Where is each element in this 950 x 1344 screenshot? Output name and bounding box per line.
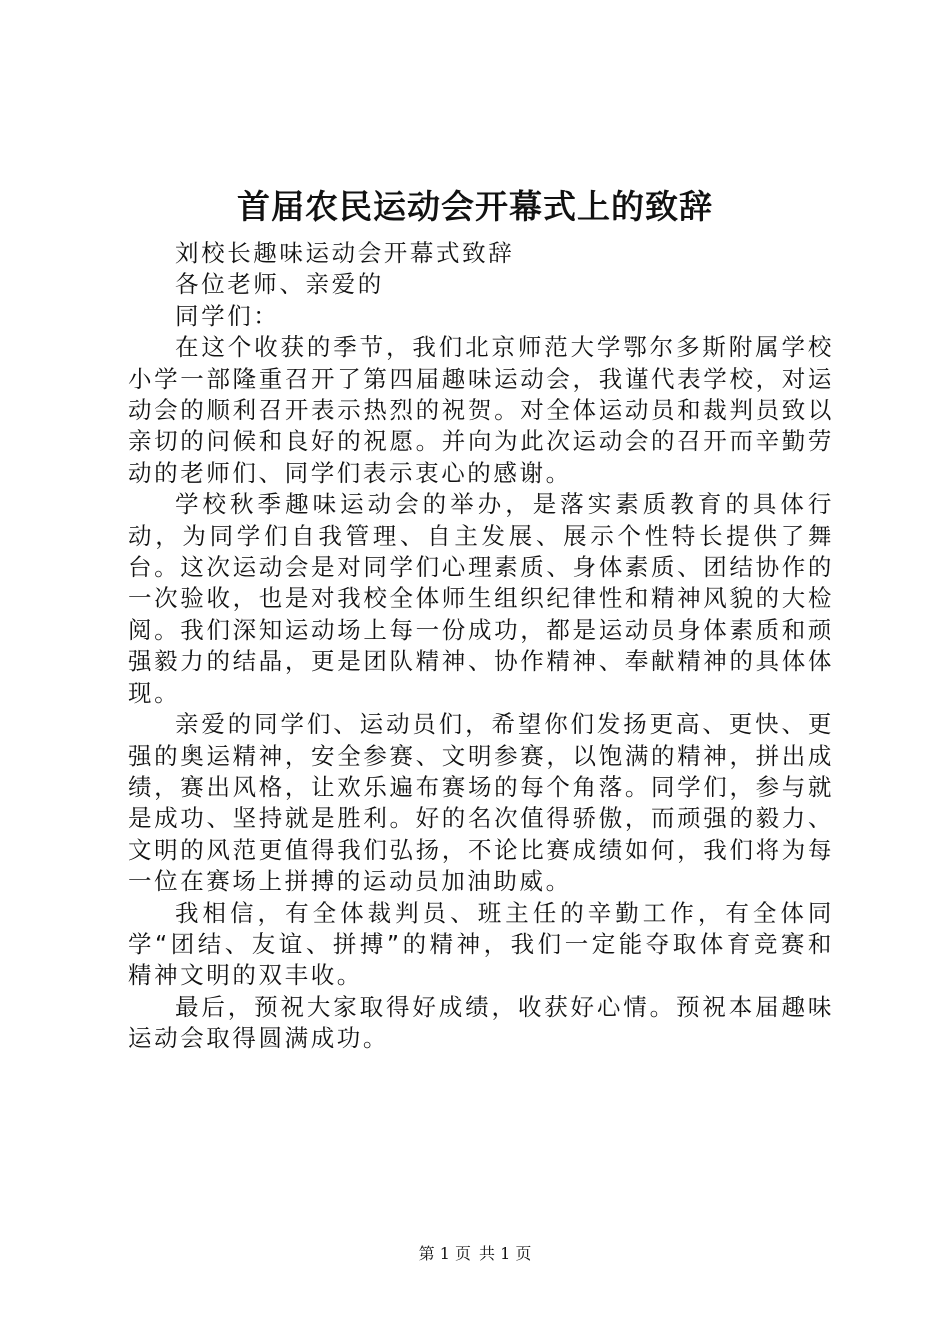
page-number: 第 1 页 <box>418 1244 471 1263</box>
paragraph-body-2: 学校秋季趣味运动会的举办，是落实素质教育的具体行动，为同学们自我管理、自主发展、展示个性特长提供了舞台。这次运动会是对同学们心理素质、身体素质、团结协作的一次验收，也是对我校全体师生组织纪律性和精神风貌的大检阅。我们深知运动场上每一份成功，都是运动员身体素质和顽强毅力的结晶，更是团队精神、协作精神、奉献精神的具体体现。 <box>128 490 834 707</box>
paragraph-salutation-cont: 同学们： <box>175 301 280 330</box>
document-body <box>128 238 834 1055</box>
paragraph-body-3: 亲爱的同学们、运动员们，希望你们发扬更高、更快、更强的奥运精神，安全参赛、文明参赛，以饱满的精神，拼出成绩，赛出风格，让欢乐遍布赛场的每个角落。同学们，参与就是成功、坚持就是胜利。好的名次值得骄傲，而顽强的毅力、文明的风范更值得我们弘扬，不论比赛成绩如何，我们将为每一位在赛场上拼搏的运动员加油助威。 <box>128 710 834 896</box>
document-title: 首届农民运动会开幕式上的致辞 <box>237 187 713 226</box>
paragraph-salutation: 各位老师、亲爱的 <box>175 270 384 299</box>
paragraph-closing: 最后，预祝大家取得好成绩，收获好心情。预祝本届趣味运动会取得圆满成功。 <box>128 992 834 1053</box>
paragraph-body-1: 在这个收获的季节，我们北京师范大学鄂尔多斯附属学校小学一部隆重召开了第四届趣味运动会，我谨代表学校，对运动会的顺利召开表示热烈的祝贺。对全体运动员和裁判员致以亲切的问候和良好的祝愿。并向为此次运动会的召开而辛勤劳动的老师们、同学们表示衷心的感谢。 <box>128 333 834 487</box>
page-footer <box>0 1244 950 1264</box>
paragraph-subtitle: 刘校长趣味运动会开幕式致辞 <box>175 239 515 267</box>
page-total: 共 1 页 <box>479 1244 532 1263</box>
paragraph-body-4: 我相信，有全体裁判员、班主任的辛勤工作，有全体同学“团结、友谊、拼搏”的精神，我们一定能夺取体育竞赛和精神文明的双丰收。 <box>128 898 834 990</box>
